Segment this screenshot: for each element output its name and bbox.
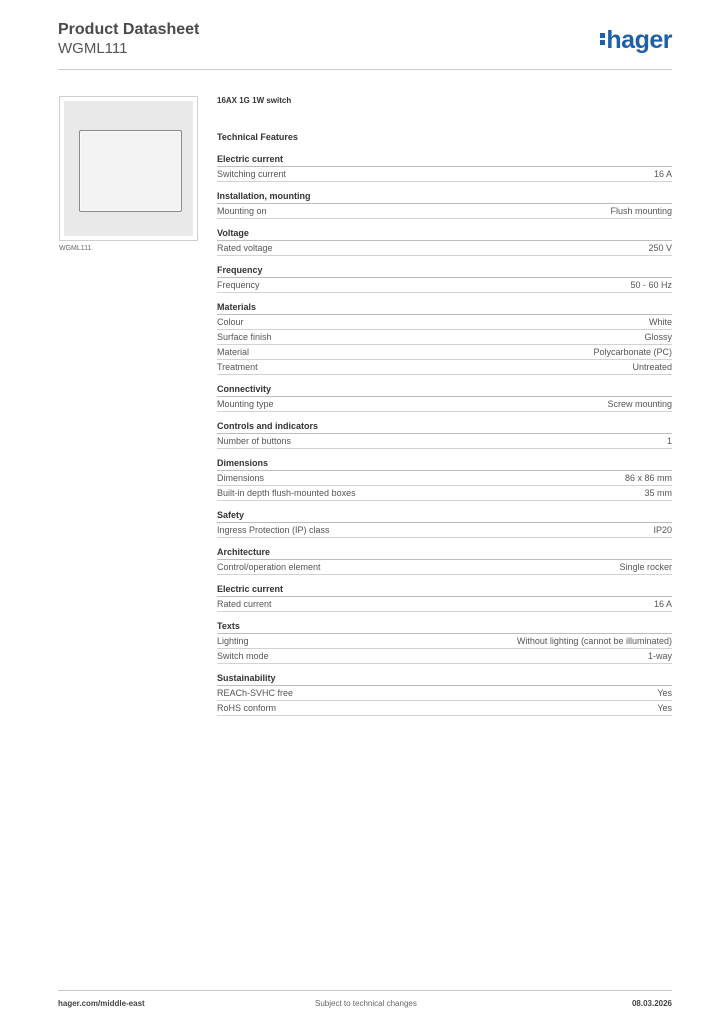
section-title: Installation, mounting	[217, 191, 672, 204]
section-title: Connectivity	[217, 384, 672, 397]
technical-features-heading: Technical Features	[217, 132, 298, 142]
logo-text: hager	[606, 26, 672, 54]
spec-label: Ingress Protection (IP) class	[217, 525, 330, 535]
spec-row	[217, 649, 672, 664]
spec-row	[217, 241, 672, 256]
spec-value: 16 A	[653, 599, 672, 609]
spec-value: Yes	[657, 688, 672, 698]
spec-section	[217, 228, 672, 256]
spec-row	[217, 686, 672, 701]
spec-label: Switch mode	[217, 651, 269, 661]
spec-value: 1-way	[647, 651, 672, 661]
product-image	[59, 96, 198, 241]
spec-row	[217, 560, 672, 575]
section-title: Materials	[217, 302, 672, 315]
spec-row	[217, 597, 672, 612]
section-title: Frequency	[217, 265, 672, 278]
spec-section	[217, 384, 672, 412]
spec-row	[217, 345, 672, 360]
footer-website[interactable]: hager.com/middle-east	[58, 999, 145, 1008]
spec-row	[217, 167, 672, 182]
spec-label: Switching current	[217, 169, 287, 179]
spec-section	[217, 154, 672, 182]
spec-section	[217, 673, 672, 716]
section-title: Architecture	[217, 547, 672, 560]
spec-row	[217, 278, 672, 293]
spec-label: Surface finish	[217, 332, 272, 342]
page-footer	[58, 990, 672, 1015]
footer-notice: Subject to technical changes	[315, 999, 417, 1008]
spec-value: Glossy	[644, 332, 672, 342]
spec-value: IP20	[653, 525, 672, 535]
spec-section	[217, 621, 672, 664]
footer-date: 08.03.2026	[631, 999, 672, 1008]
spec-value: Single rocker	[619, 562, 672, 572]
spec-label: REACh-SVHC free	[217, 688, 294, 698]
spec-row	[217, 315, 672, 330]
switch-plate	[64, 101, 193, 236]
section-title: Texts	[217, 621, 672, 634]
spec-section	[217, 547, 672, 575]
section-title: Controls and indicators	[217, 421, 672, 434]
logo-dots-icon	[600, 31, 605, 47]
switch-rocker	[79, 130, 182, 212]
spec-value: Untreated	[632, 362, 672, 372]
spec-value: 50 - 60 Hz	[630, 280, 672, 290]
spec-value: Polycarbonate (PC)	[593, 347, 672, 357]
section-title: Electric current	[217, 154, 672, 167]
section-title: Voltage	[217, 228, 672, 241]
section-title: Electric current	[217, 584, 672, 597]
spec-section	[217, 421, 672, 449]
section-title: Sustainability	[217, 673, 672, 686]
spec-row	[217, 397, 672, 412]
spec-row	[217, 204, 672, 219]
hager-logo	[600, 26, 672, 55]
page-header	[58, 21, 672, 70]
spec-value: White	[648, 317, 672, 327]
spec-label: Treatment	[217, 362, 258, 372]
spec-row	[217, 523, 672, 538]
spec-value: 35 mm	[644, 488, 672, 498]
spec-value: Flush mounting	[610, 206, 672, 216]
spec-section	[217, 510, 672, 538]
spec-row	[217, 486, 672, 501]
spec-label: Colour	[217, 317, 244, 327]
spec-label: Built-in depth flush-mounted boxes	[217, 488, 356, 498]
spec-section	[217, 458, 672, 501]
product-image-caption: WGML111	[59, 245, 92, 252]
spec-section	[217, 191, 672, 219]
product-code: WGML111	[58, 40, 128, 57]
spec-section	[217, 584, 672, 612]
spec-label: Control/operation element	[217, 562, 321, 572]
spec-row	[217, 471, 672, 486]
spec-row	[217, 360, 672, 375]
spec-label: Number of buttons	[217, 436, 292, 446]
spec-label: Dimensions	[217, 473, 265, 483]
spec-row	[217, 701, 672, 716]
spec-content	[217, 96, 672, 725]
product-name: 16AX 1G 1W switch	[217, 96, 292, 105]
spec-value: Yes	[657, 703, 672, 713]
section-title: Safety	[217, 510, 672, 523]
spec-value: Without lighting (cannot be illuminated)	[516, 636, 672, 646]
spec-row	[217, 634, 672, 649]
spec-section	[217, 302, 672, 375]
spec-value: 86 x 86 mm	[624, 473, 672, 483]
spec-label: Rated voltage	[217, 243, 273, 253]
spec-section	[217, 265, 672, 293]
spec-label: Material	[217, 347, 250, 357]
spec-label: Rated current	[217, 599, 272, 609]
spec-label: Frequency	[217, 280, 260, 290]
spec-label: Lighting	[217, 636, 249, 646]
spec-sections	[217, 154, 672, 716]
spec-label: Mounting type	[217, 399, 274, 409]
spec-row	[217, 434, 672, 449]
section-title: Dimensions	[217, 458, 672, 471]
spec-label: RoHS conform	[217, 703, 277, 713]
spec-label: Mounting on	[217, 206, 267, 216]
spec-value: 250 V	[648, 243, 672, 253]
spec-value: 16 A	[653, 169, 672, 179]
page-title: Product Datasheet	[58, 21, 200, 38]
spec-value: 1	[666, 436, 672, 446]
spec-value: Screw mounting	[607, 399, 672, 409]
spec-row	[217, 330, 672, 345]
